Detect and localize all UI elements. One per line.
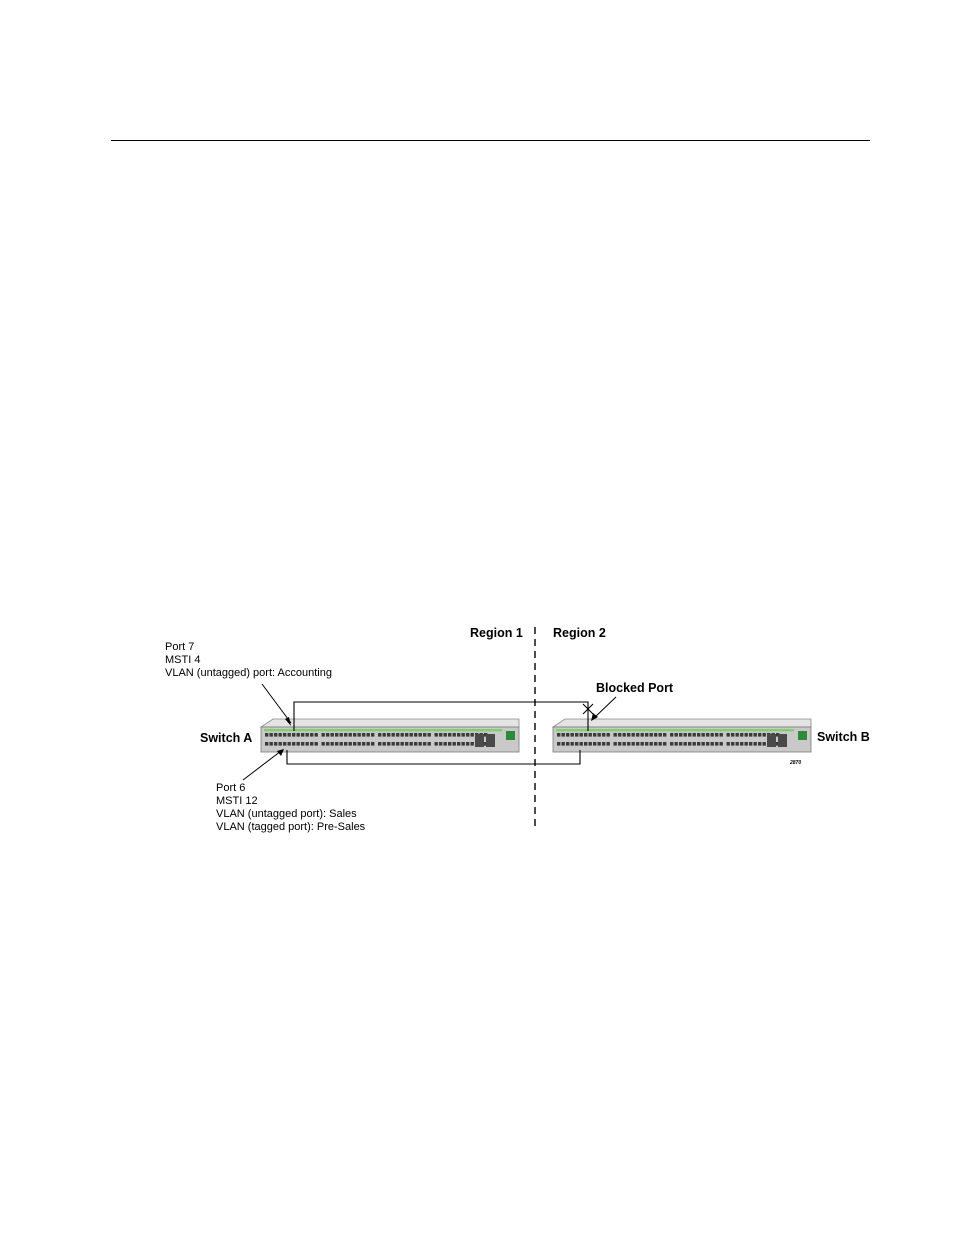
switch-b-port bbox=[715, 742, 718, 746]
switch-a-port bbox=[283, 742, 286, 746]
switch-b-port bbox=[763, 733, 766, 737]
switch-b-uplink-port bbox=[767, 734, 776, 747]
switch-a-port bbox=[288, 742, 291, 746]
switch-a-port bbox=[274, 742, 277, 746]
switch-a-device bbox=[261, 719, 519, 752]
blocked-port-label: Blocked Port bbox=[596, 681, 674, 695]
switch-b-port bbox=[702, 733, 705, 737]
switch-b-port bbox=[697, 733, 700, 737]
switch-a-port bbox=[306, 733, 309, 737]
switch-b-port bbox=[627, 742, 630, 746]
switch-a-port bbox=[428, 742, 431, 746]
switch-a-port bbox=[435, 742, 438, 746]
switch-a-port bbox=[310, 733, 313, 737]
switch-b-port bbox=[754, 742, 757, 746]
arrow-blocked-port bbox=[594, 697, 616, 718]
switch-a-port bbox=[274, 733, 277, 737]
switch-b-port bbox=[645, 733, 648, 737]
switch-b-port bbox=[575, 742, 578, 746]
switch-a-port bbox=[344, 742, 347, 746]
switch-b-port bbox=[645, 742, 648, 746]
switch-a-port bbox=[462, 742, 465, 746]
switch-b-port bbox=[702, 742, 705, 746]
switch-a-port bbox=[340, 733, 343, 737]
switch-b-device bbox=[553, 719, 811, 752]
switch-b-port bbox=[754, 733, 757, 737]
switch-a-port bbox=[410, 742, 413, 746]
switch-b-port bbox=[684, 733, 687, 737]
switch-b-port bbox=[720, 733, 723, 737]
switch-b-port bbox=[623, 742, 626, 746]
switch-a-port bbox=[331, 742, 334, 746]
switch-a-port bbox=[387, 742, 390, 746]
switch-b-port bbox=[607, 733, 610, 737]
switch-b-port bbox=[589, 733, 592, 737]
switch-a-port bbox=[453, 733, 456, 737]
arrow-port7 bbox=[262, 684, 291, 723]
switch-b-port bbox=[562, 733, 565, 737]
switch-b-port bbox=[693, 742, 696, 746]
switch-b-port bbox=[636, 733, 639, 737]
switch-a-port bbox=[439, 742, 442, 746]
switch-a-port bbox=[367, 742, 370, 746]
switch-b-port bbox=[618, 742, 621, 746]
switch-a-port bbox=[439, 733, 442, 737]
switch-a-port bbox=[335, 733, 338, 737]
switch-a-port bbox=[349, 742, 352, 746]
switch-b-port bbox=[663, 742, 666, 746]
switch-a-port bbox=[326, 733, 329, 737]
switch-b-port bbox=[758, 742, 761, 746]
region-2-label: Region 2 bbox=[553, 626, 606, 640]
port6-line4: VLAN (tagged port): Pre-Sales bbox=[216, 821, 366, 833]
switch-a-port bbox=[340, 742, 343, 746]
region-1-label: Region 1 bbox=[470, 626, 523, 640]
switch-b-port bbox=[598, 733, 601, 737]
switch-a-port bbox=[301, 733, 304, 737]
switch-a-port bbox=[401, 733, 404, 737]
switch-b-port bbox=[684, 742, 687, 746]
switch-a-port bbox=[292, 742, 295, 746]
switch-b-port bbox=[618, 733, 621, 737]
switch-b-port bbox=[632, 733, 635, 737]
switch-a-port bbox=[457, 742, 460, 746]
switch-b-port bbox=[675, 733, 678, 737]
switch-a-port bbox=[371, 742, 374, 746]
switch-b-port bbox=[731, 742, 734, 746]
switch-b-port bbox=[727, 733, 730, 737]
switch-b-port bbox=[740, 742, 743, 746]
switch-a-port bbox=[279, 742, 282, 746]
switch-a-port bbox=[344, 733, 347, 737]
switch-a-port bbox=[331, 733, 334, 737]
switch-a-logo-icon bbox=[506, 731, 515, 740]
port6-line1: Port 6 bbox=[216, 782, 246, 794]
switch-b-port bbox=[566, 733, 569, 737]
switch-b-port bbox=[636, 742, 639, 746]
switch-a-port bbox=[414, 733, 417, 737]
switch-a-port bbox=[265, 742, 268, 746]
switch-a-port bbox=[453, 742, 456, 746]
switch-b-port bbox=[623, 733, 626, 737]
switch-b-port bbox=[641, 742, 644, 746]
switch-b-uplink-port bbox=[778, 734, 787, 747]
switch-a-port bbox=[396, 733, 399, 737]
switch-b-port bbox=[602, 733, 605, 737]
figure-code: 2870 bbox=[790, 760, 802, 766]
switch-a-port bbox=[448, 742, 451, 746]
switch-b-port bbox=[688, 742, 691, 746]
switch-a-port bbox=[466, 733, 469, 737]
switch-a-port bbox=[428, 733, 431, 737]
switch-b-port bbox=[580, 733, 583, 737]
switch-a-port bbox=[414, 742, 417, 746]
switch-b-port bbox=[593, 742, 596, 746]
switch-b-port bbox=[650, 742, 653, 746]
switch-b-port bbox=[745, 742, 748, 746]
switch-a-port bbox=[297, 733, 300, 737]
switch-a-port bbox=[310, 742, 313, 746]
switch-a-port bbox=[435, 733, 438, 737]
switch-a-port bbox=[301, 742, 304, 746]
switch-a-port bbox=[358, 733, 361, 737]
switch-b-port bbox=[566, 742, 569, 746]
port7-line2: MSTI 4 bbox=[165, 654, 201, 666]
switch-a-uplink-port bbox=[475, 734, 484, 747]
switch-a-port bbox=[297, 742, 300, 746]
switch-a-port bbox=[362, 742, 365, 746]
switch-b-port bbox=[627, 733, 630, 737]
port7-line1: Port 7 bbox=[165, 641, 195, 653]
switch-b-port bbox=[711, 742, 714, 746]
switch-a-port bbox=[353, 733, 356, 737]
switch-b-port bbox=[670, 742, 673, 746]
switch-a-port bbox=[367, 733, 370, 737]
switch-b-port bbox=[711, 733, 714, 737]
switch-b-port bbox=[727, 742, 730, 746]
switch-b-port bbox=[758, 733, 761, 737]
switch-a-port bbox=[353, 742, 356, 746]
switch-b-port bbox=[650, 733, 653, 737]
switch-a-port bbox=[283, 733, 286, 737]
port7-line3: VLAN (untagged) port: Accounting bbox=[165, 667, 332, 679]
switch-a-port bbox=[322, 742, 325, 746]
switch-b-port bbox=[670, 733, 673, 737]
switch-a-port bbox=[423, 733, 426, 737]
switch-b-port bbox=[614, 733, 617, 737]
switch-b-port bbox=[731, 733, 734, 737]
switch-a-port bbox=[444, 733, 447, 737]
switch-b-port bbox=[679, 733, 682, 737]
switch-a-port bbox=[383, 733, 386, 737]
switch-a-port bbox=[396, 742, 399, 746]
switch-b-port bbox=[749, 733, 752, 737]
switch-a-port bbox=[265, 733, 268, 737]
switch-b-port bbox=[675, 742, 678, 746]
port6-line3: VLAN (untagged port): Sales bbox=[216, 808, 357, 820]
switch-b-port bbox=[736, 742, 739, 746]
switch-a-port bbox=[315, 742, 318, 746]
switch-a-port bbox=[288, 733, 291, 737]
switch-a-port bbox=[462, 733, 465, 737]
switch-b-port bbox=[580, 742, 583, 746]
switch-b-port bbox=[562, 742, 565, 746]
switch-b-port bbox=[740, 733, 743, 737]
switch-b-port bbox=[706, 733, 709, 737]
switch-b-port bbox=[632, 742, 635, 746]
switch-a-port bbox=[335, 742, 338, 746]
switch-a-port bbox=[358, 742, 361, 746]
switch-a-port bbox=[466, 742, 469, 746]
switch-a-port bbox=[392, 742, 395, 746]
switch-a-port bbox=[371, 733, 374, 737]
switch-b-port bbox=[679, 742, 682, 746]
switch-a-port bbox=[471, 742, 474, 746]
switch-b-port bbox=[571, 742, 574, 746]
switch-b-port bbox=[602, 742, 605, 746]
switch-b-label: Switch B bbox=[817, 730, 870, 744]
switch-b-port bbox=[749, 742, 752, 746]
switch-b-port bbox=[659, 742, 662, 746]
switch-a-port bbox=[315, 733, 318, 737]
switch-a-port bbox=[419, 733, 422, 737]
switch-b-port bbox=[697, 742, 700, 746]
port6-line2: MSTI 12 bbox=[216, 795, 258, 807]
switch-b-port bbox=[584, 733, 587, 737]
switch-b-port bbox=[654, 733, 657, 737]
switch-b-port bbox=[575, 733, 578, 737]
switch-b-port bbox=[598, 742, 601, 746]
switch-b-port bbox=[745, 733, 748, 737]
switch-a-port bbox=[401, 742, 404, 746]
switch-a-port bbox=[378, 742, 381, 746]
switch-a-port bbox=[378, 733, 381, 737]
switch-a-label: Switch A bbox=[200, 731, 253, 745]
switch-b-port bbox=[654, 742, 657, 746]
switch-a-port bbox=[326, 742, 329, 746]
switch-b-port bbox=[584, 742, 587, 746]
switch-a-port bbox=[270, 742, 273, 746]
switch-b-port bbox=[557, 742, 560, 746]
switch-b-port bbox=[706, 742, 709, 746]
switch-a-port bbox=[383, 742, 386, 746]
switch-a-port bbox=[362, 733, 365, 737]
switch-a-port bbox=[270, 733, 273, 737]
switch-b-port bbox=[715, 733, 718, 737]
switch-b-port bbox=[693, 733, 696, 737]
switch-b-port bbox=[614, 742, 617, 746]
switch-b-port bbox=[763, 742, 766, 746]
switch-a-port bbox=[448, 733, 451, 737]
switch-a-port bbox=[292, 733, 295, 737]
switch-b-port bbox=[688, 733, 691, 737]
switch-a-port bbox=[410, 733, 413, 737]
switch-a-port bbox=[322, 733, 325, 737]
switch-b-port bbox=[659, 733, 662, 737]
switch-a-port bbox=[387, 733, 390, 737]
switch-a-port bbox=[405, 742, 408, 746]
switch-a-port bbox=[306, 742, 309, 746]
arrow-port6 bbox=[243, 751, 281, 780]
switch-b-port bbox=[663, 733, 666, 737]
switch-a-uplink-port bbox=[486, 734, 495, 747]
switch-b-port bbox=[607, 742, 610, 746]
switch-b-port bbox=[589, 742, 592, 746]
switch-b-port bbox=[736, 733, 739, 737]
switch-a-port bbox=[349, 733, 352, 737]
switch-a-port bbox=[392, 733, 395, 737]
switch-a-port bbox=[279, 733, 282, 737]
switch-b-port bbox=[641, 733, 644, 737]
switch-a-port bbox=[471, 733, 474, 737]
switch-b-port bbox=[557, 733, 560, 737]
switch-a-port bbox=[457, 733, 460, 737]
switch-b-port bbox=[720, 742, 723, 746]
switch-a-port bbox=[419, 742, 422, 746]
switch-a-port bbox=[423, 742, 426, 746]
switch-a-port bbox=[444, 742, 447, 746]
switch-b-logo-icon bbox=[798, 731, 807, 740]
switch-b-port bbox=[593, 733, 596, 737]
switch-a-port bbox=[405, 733, 408, 737]
switch-b-port bbox=[571, 733, 574, 737]
